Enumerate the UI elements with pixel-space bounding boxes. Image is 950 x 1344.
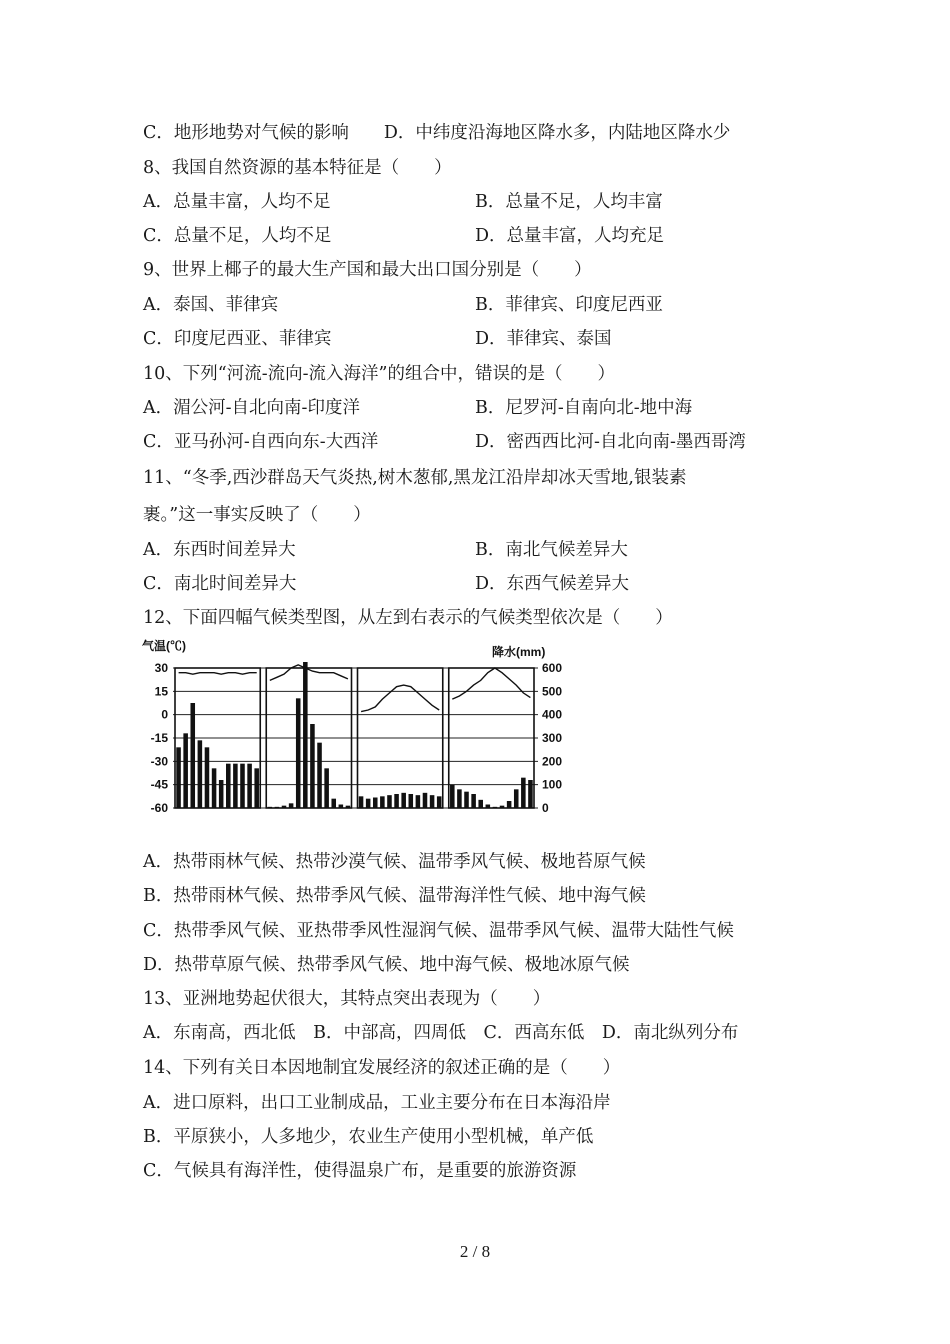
precip-bar bbox=[275, 807, 280, 808]
temp-line-1 bbox=[179, 673, 257, 675]
precip-bar bbox=[437, 796, 442, 808]
precip-bar bbox=[331, 799, 336, 808]
precip-tick-label: 500 bbox=[542, 684, 563, 699]
precip-bar bbox=[339, 805, 344, 809]
precip-bar bbox=[416, 795, 421, 808]
precip-bar bbox=[394, 794, 399, 808]
precip-tick-label: 200 bbox=[542, 754, 563, 769]
q9-option-b: B．菲律宾、印度尼西亚 bbox=[475, 295, 663, 315]
precip-bar bbox=[450, 785, 455, 808]
precip-bar bbox=[464, 792, 469, 808]
precip-bar bbox=[387, 795, 392, 808]
q14-option-b: B．平原狭小，人多地少，农业生产使用小型机械，单产低 bbox=[143, 1127, 594, 1147]
precip-axis-label: 降水(mm) bbox=[492, 645, 546, 659]
precip-tick-label: 600 bbox=[542, 661, 563, 675]
precip-bar bbox=[380, 796, 385, 808]
q9-option-c: C．印度尼西亚、菲律宾 bbox=[143, 329, 332, 349]
q8-option-c: C．总量不足，人均不足 bbox=[143, 226, 332, 246]
precip-bar bbox=[282, 806, 287, 808]
q12-option-c: C．热带季风气候、亚热带季风性湿润气候、温带季风气候、温带大陆性气候 bbox=[143, 921, 734, 941]
precip-bar bbox=[359, 796, 364, 808]
q9-option-a: A．泰国、菲律宾 bbox=[143, 295, 279, 315]
q11-option-b: B．南北气候差异大 bbox=[475, 540, 628, 560]
precip-bar bbox=[268, 807, 273, 808]
precip-bar bbox=[212, 768, 217, 808]
precip-bar bbox=[296, 698, 301, 808]
precip-bar bbox=[514, 789, 519, 808]
precip-tick-label: 100 bbox=[542, 777, 563, 792]
temp-tick-label: -15 bbox=[150, 731, 168, 745]
question-11-line2: 裹。”这一事实反映了（ ） bbox=[143, 505, 371, 525]
temp-tick-label: -30 bbox=[150, 754, 168, 769]
precip-bar bbox=[198, 740, 203, 808]
precip-bar bbox=[478, 800, 483, 808]
precip-bar bbox=[324, 768, 329, 808]
precip-bar bbox=[401, 793, 406, 808]
line-q7-cd: C．地形地势对气候的影响 D．中纬度沿海地区降水多，内陆地区降水少 bbox=[143, 123, 731, 143]
question-13: 13、亚洲地势起伏很大，其特点突出表现为（ ） bbox=[143, 989, 551, 1009]
q11-option-c: C．南北时间差异大 bbox=[143, 574, 297, 594]
question-8: 8、我国自然资源的基本特征是（ ） bbox=[143, 158, 452, 178]
q8-option-b: B．总量不足，人均丰富 bbox=[475, 192, 663, 212]
precip-bar bbox=[528, 780, 533, 808]
precip-bar bbox=[205, 747, 210, 808]
precip-bar bbox=[190, 703, 195, 808]
q10-option-d: D．密西西比河-自北向南-墨西哥湾 bbox=[475, 432, 746, 452]
q10-option-a: A．湄公河-自北向南-印度洋 bbox=[143, 398, 360, 418]
q11-option-d: D．东西气候差异大 bbox=[475, 574, 630, 594]
precip-bar bbox=[507, 801, 512, 808]
q10-option-c: C．亚马孙河-自西向东-大西洋 bbox=[143, 432, 379, 452]
precip-bar bbox=[346, 806, 351, 808]
precip-bar bbox=[423, 793, 428, 808]
precip-tick-label: 400 bbox=[542, 707, 563, 722]
precip-bar bbox=[219, 780, 224, 808]
precip-bar bbox=[493, 807, 498, 808]
precip-tick-label: 0 bbox=[542, 801, 549, 815]
temp-tick-label: 0 bbox=[161, 707, 168, 722]
precip-bar bbox=[373, 798, 378, 809]
q11-option-a: A．东西时间差异大 bbox=[143, 540, 296, 560]
precip-bar bbox=[366, 799, 371, 808]
precip-bar bbox=[303, 662, 308, 808]
question-12: 12、下面四幅气候类型图，从左到右表示的气候类型依次是（ ） bbox=[143, 608, 673, 628]
question-11-line1: 11、“冬季,西沙群岛天气炎热,树木葱郁,黑龙江沿岸却冰天雪地,银装素 bbox=[143, 468, 687, 488]
question-14: 14、下列有关日本因地制宜发展经济的叙述正确的是（ ） bbox=[143, 1058, 621, 1078]
question-10: 10、下列“河流-流向-流入海洋”的组合中，错误的是（ ） bbox=[143, 364, 615, 384]
q13-options: A．东南高，西北低 B．中部高，四周低 C．西高东低 D．南北纵列分布 bbox=[143, 1023, 739, 1043]
precip-bar bbox=[430, 795, 435, 808]
precip-bar bbox=[317, 743, 322, 808]
q14-option-c: C．气候具有海洋性，使得温泉广布，是重要的旅游资源 bbox=[143, 1161, 577, 1181]
precip-bar bbox=[500, 806, 505, 808]
temp-tick-label: -45 bbox=[150, 777, 168, 792]
precip-bar bbox=[521, 778, 526, 808]
temp-axis-label: 气温(℃) bbox=[142, 639, 186, 653]
precip-bar bbox=[176, 747, 181, 808]
precip-tick-label: 300 bbox=[542, 731, 563, 745]
q14-option-a: A．进口原料，出口工业制成品，工业主要分布在日本海沿岸 bbox=[143, 1093, 611, 1113]
q10-option-b: B．尼罗河-自南向北-地中海 bbox=[475, 398, 693, 418]
q8-option-a: A．总量丰富，人均不足 bbox=[143, 192, 331, 212]
temp-line-4 bbox=[452, 668, 530, 699]
precip-bar bbox=[471, 794, 476, 808]
precip-bar bbox=[247, 764, 252, 808]
precip-bar bbox=[486, 805, 491, 809]
q12-option-b: B．热带雨林气候、热带季风气候、温带海洋性气候、地中海气候 bbox=[143, 886, 646, 906]
question-9: 9、世界上椰子的最大生产国和最大出口国分别是（ ） bbox=[143, 260, 592, 280]
precip-bar bbox=[409, 794, 414, 808]
q12-option-d: D．热带草原气候、热带季风气候、地中海气候、极地冰原气候 bbox=[143, 955, 630, 975]
climate-charts-figure bbox=[140, 636, 580, 818]
temp-tick-label: 15 bbox=[154, 684, 168, 699]
precip-bar bbox=[233, 764, 238, 808]
page-number: 2 / 8 bbox=[459, 1242, 491, 1261]
precip-bar bbox=[254, 768, 259, 808]
temp-tick-label: -60 bbox=[150, 801, 168, 815]
precip-bar bbox=[183, 733, 188, 808]
temp-tick-label: 30 bbox=[154, 661, 168, 675]
precip-bar bbox=[226, 764, 231, 808]
precip-bar bbox=[289, 803, 294, 808]
q8-option-d: D．总量丰富，人均充足 bbox=[475, 226, 665, 246]
temp-line-3 bbox=[361, 685, 439, 712]
q12-option-a: A．热带雨林气候、热带沙漠气候、温带季风气候、极地苔原气候 bbox=[143, 852, 646, 872]
precip-bar bbox=[457, 789, 462, 808]
q9-option-d: D．菲律宾、泰国 bbox=[475, 329, 612, 349]
precip-bar bbox=[240, 764, 245, 808]
precip-bar bbox=[310, 724, 315, 808]
